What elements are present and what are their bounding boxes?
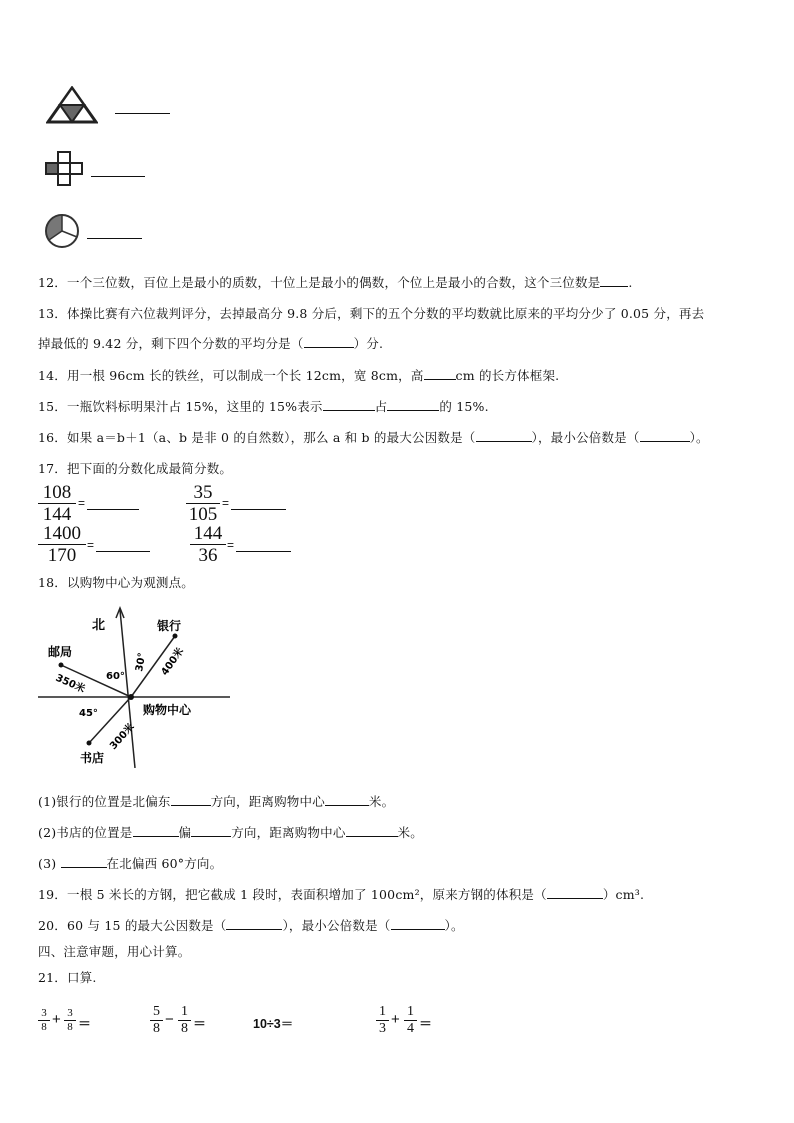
equals-sign: = (78, 496, 86, 510)
answer-blank-16b[interactable] (640, 429, 690, 442)
question-19: 19．一根 5 米长的方钢，把它截成 1 段时，表面积增加了 100cm²，原来方钢的体积是（ ）cm³. (38, 887, 645, 902)
answer-blank-18-2a[interactable] (133, 824, 179, 837)
calc-2-frac-a: 5 8 (150, 1005, 163, 1036)
triangle-figure (46, 86, 98, 124)
answer-blank-20b[interactable] (391, 917, 445, 930)
answer-line-triangle[interactable] (115, 113, 170, 114)
calc-4-frac-b: 1 4 (404, 1005, 417, 1036)
post-office-label: 邮局 (48, 645, 73, 659)
angle-30: 30° (134, 651, 149, 673)
question-18-2: (2)书店的位置是 偏 方向，距离购物中心 米。 (38, 825, 423, 840)
fraction-1400-170: 1400 170 (38, 524, 86, 565)
fraction-108-144: 108 144 (38, 483, 76, 524)
question-20: 20．60 与 15 的最大公因数是（ ），最小公倍数是（ ）。 (38, 918, 464, 933)
answer-line-17-1[interactable] (87, 509, 139, 510)
answer-blank-20a[interactable] (226, 917, 282, 930)
answer-blank-19[interactable] (547, 886, 603, 899)
bank-label: 银行 (157, 619, 182, 633)
circle-sector-figure (42, 213, 84, 249)
equals-sign: = (87, 538, 95, 552)
angle-60: 60° (106, 671, 125, 682)
calc-4-equals: ＝ (419, 1016, 433, 1031)
calc-4-operator: + (391, 1011, 400, 1028)
fraction-144-36: 144 36 (190, 524, 226, 565)
distance-400: 400米 (159, 646, 187, 678)
question-18-1: (1)银行的位置是北偏东 方向，距离购物中心 米。 (38, 794, 395, 809)
bookstore-label: 书店 (80, 751, 105, 765)
question-15: 15．一瓶饮料标明果汁占 15%，这里的 15%表示 占 的 15%. (38, 399, 489, 414)
question-14: 14．用一根 96cm 长的铁丝，可以制成一个长 12cm，宽 8cm，高 cm 的长方体框架. (38, 368, 560, 383)
calc-2-frac-b: 1 8 (178, 1005, 191, 1036)
angle-45: 45° (79, 708, 98, 719)
question-13-line2: 掉最低的 9.42 分，剩下四个分数的平均分是（ ）分. (38, 336, 384, 351)
answer-blank-18-1b[interactable] (325, 793, 369, 806)
question-16: 16．如果 a＝b＋1（a、b 是非 0 的自然数），那么 a 和 b 的最大公因数是（ ），最小公倍数是（ ）。 (38, 430, 709, 445)
answer-blank-14[interactable] (424, 367, 456, 380)
answer-blank-12[interactable] (600, 274, 628, 287)
distance-300: 300米 (108, 721, 137, 753)
answer-line-17-4[interactable] (236, 551, 291, 552)
calc-1-equals: ＝ (78, 1016, 92, 1031)
answer-blank-13[interactable] (304, 335, 354, 348)
answer-blank-16a[interactable] (476, 429, 532, 442)
answer-line-circle[interactable] (87, 238, 142, 239)
fraction-35-105: 35 105 (186, 483, 220, 524)
calc-2-equals: ＝ (193, 1016, 207, 1031)
equals-sign: = (227, 538, 235, 552)
question-21: 21．口算. (38, 970, 97, 985)
calc-1-operator: + (52, 1011, 61, 1028)
section-4-heading: 四、注意审题，用心计算。 (38, 944, 191, 959)
shopping-center-label: 购物中心 (143, 703, 192, 717)
calc-4-frac-a: 1 3 (376, 1005, 389, 1036)
calc-3-division: 10÷3＝ (253, 1017, 294, 1031)
question-17: 17．把下面的分数化成最简分数。 (38, 461, 233, 476)
answer-blank-15a[interactable] (323, 398, 375, 411)
answer-blank-18-1a[interactable] (171, 793, 211, 806)
question-12: 12．一个三位数，百位上是最小的质数，十位上是最小的偶数，个位上是最小的合数，这个三位数是 . (38, 275, 633, 290)
calc-2-operator: − (165, 1011, 174, 1028)
question-13-line1: 13．体操比赛有六位裁判评分，去掉最高分 9.8 分后，剩下的五个分数的平均数就比原来的平均分少了 0.05 分，再去 (38, 306, 705, 321)
answer-blank-18-3[interactable] (61, 855, 107, 868)
answer-blank-18-2b[interactable] (191, 824, 231, 837)
answer-line-17-2[interactable] (231, 509, 286, 510)
answer-line-cube-net[interactable] (91, 176, 145, 177)
calc-1-frac-b: 3 8 (64, 1008, 76, 1033)
direction-diagram (38, 604, 238, 768)
answer-line-17-3[interactable] (96, 551, 150, 552)
north-label: 北 (92, 618, 106, 633)
answer-blank-18-2c[interactable] (346, 824, 398, 837)
question-18-3: (3) 在北偏西 60°方向。 (38, 856, 223, 871)
distance-350: 350米 (53, 672, 87, 696)
answer-blank-15b[interactable] (387, 398, 439, 411)
calc-1-frac-a: 3 8 (38, 1008, 50, 1033)
question-18: 18．以购物中心为观测点。 (38, 575, 195, 590)
equals-sign: = (222, 496, 230, 510)
cube-net-figure (44, 151, 86, 187)
